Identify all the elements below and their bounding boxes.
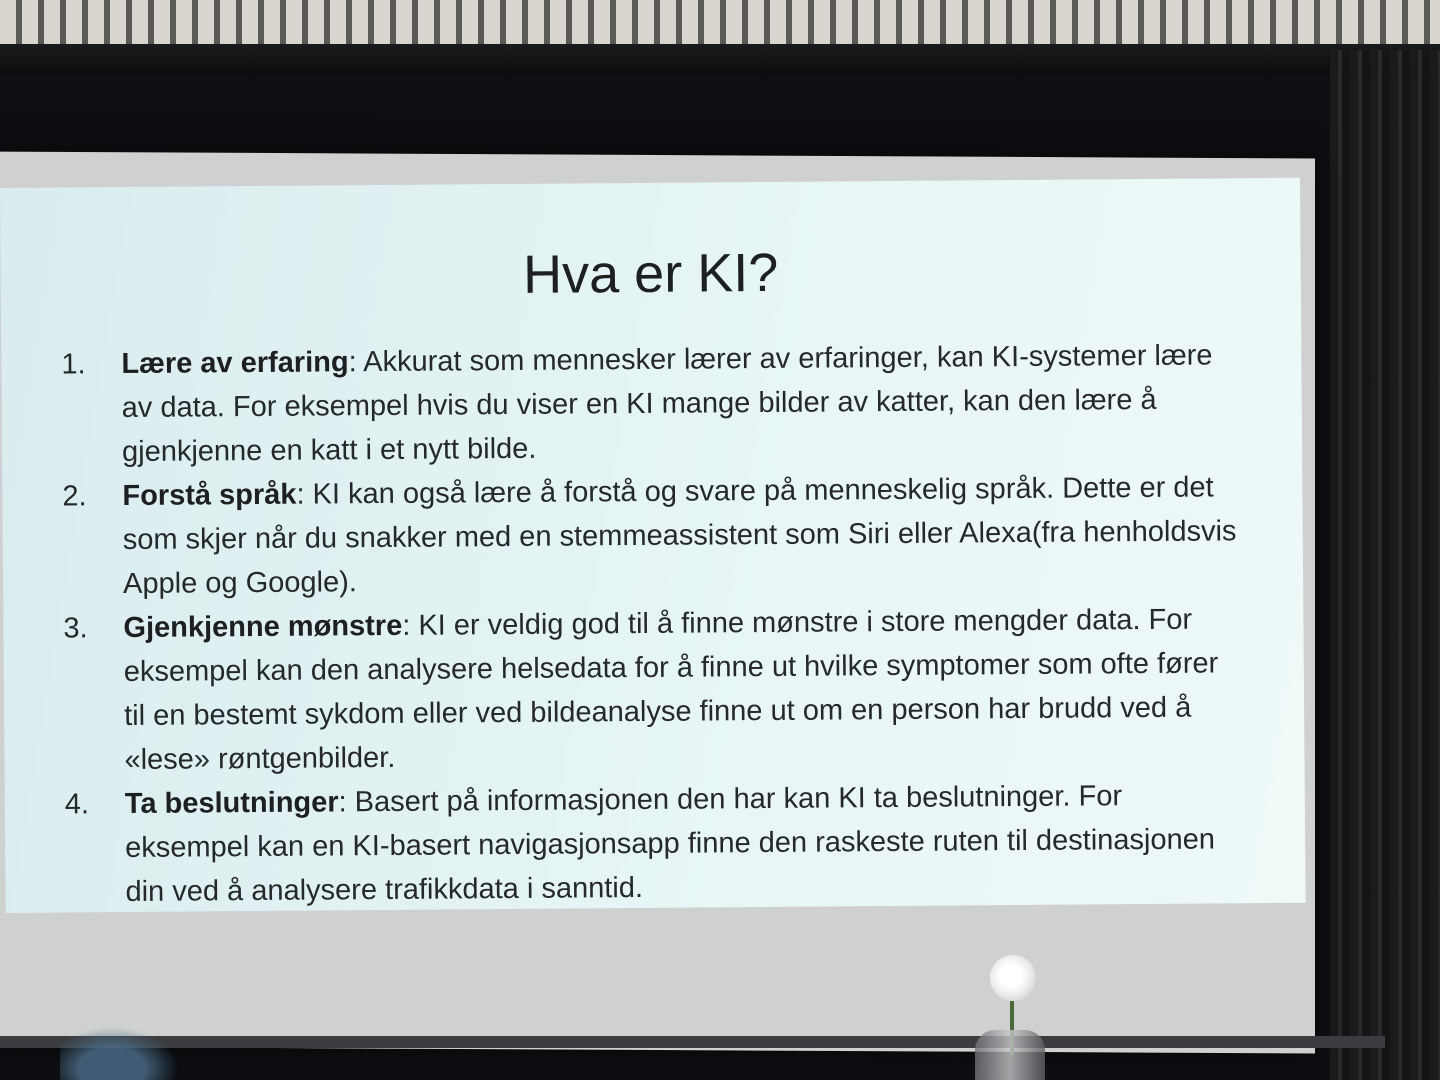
stage-curtain <box>1330 50 1440 1080</box>
item-heading: Gjenkjenne mønstre <box>123 609 403 645</box>
item-heading: Forstå språk <box>122 478 297 513</box>
item-text <box>121 333 1242 474</box>
item-text <box>125 773 1246 914</box>
item-number: 4. <box>64 788 90 821</box>
item-body: : Akkurat som mennesker lærer av erfaringer, kan KI-systemer lære av data. For eksempel hvis du viser en KI mange bilder av katter, kan den lære å gjenkjenne en katt i et nytt bilde. <box>121 339 1213 469</box>
glass-vase <box>975 1030 1045 1080</box>
item-body: : KI kan også lære å forstå og svare på menneskelig språk. Dette er det som skjer når du snakker med en stemmeassistent som Siri eller Alexa(fra henholdsvis Apple og Google). <box>122 471 1237 601</box>
list-item <box>61 333 1242 474</box>
ceiling-slats <box>0 0 1440 50</box>
item-text <box>122 465 1243 606</box>
item-text <box>123 597 1244 782</box>
item-heading: Ta beslutninger <box>124 786 339 821</box>
white-rose <box>990 955 1036 1001</box>
list-item <box>63 597 1244 782</box>
item-number: 3. <box>63 612 88 645</box>
item-body: : Basert på informasjonen den har kan KI ta beslutninger. For eksempel kan en KI-basert navigasjonsapp finne den raskeste ruten til destinasjonen din ved å analysere trafikkdata i sanntid. <box>125 780 1216 909</box>
slide-title: Hva er KI? <box>522 242 779 305</box>
plant-decoration <box>60 1020 190 1080</box>
item-number: 2. <box>62 480 87 513</box>
list-item <box>62 465 1243 606</box>
list-item <box>65 773 1246 914</box>
item-number: 1. <box>61 348 86 381</box>
item-heading: Lære av erfaring <box>121 346 349 381</box>
ceiling-shadow <box>0 44 1440 74</box>
item-body: : KI er veldig god til å finne mønstre i store mengder data. For eksempel kan den analysere helsedata for å finne ut hvilke symptomer som ofte fører til en bestemt sykdom eller ved bildeanalyse finne ut om en person har brudd ved å «lese» røntgenbilder. <box>123 603 1219 777</box>
screen-bottom-bar <box>0 1036 1385 1048</box>
presentation-slide <box>0 178 1306 913</box>
